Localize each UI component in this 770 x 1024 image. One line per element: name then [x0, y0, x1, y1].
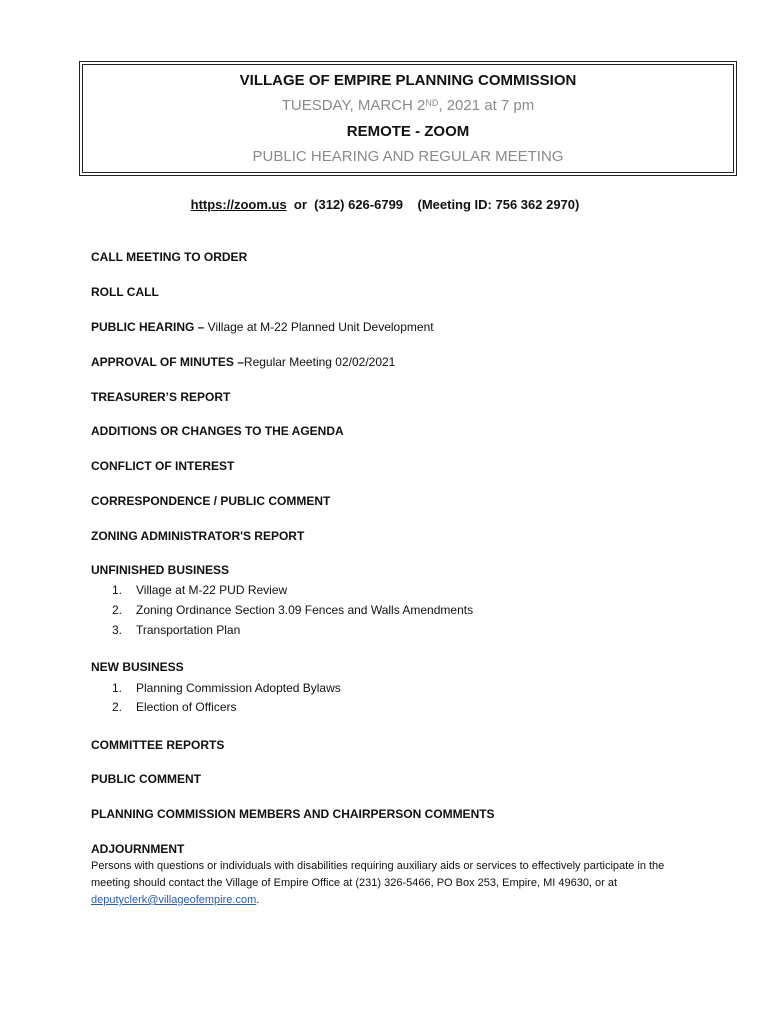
list-item-number: 1. [112, 681, 123, 695]
meeting-date-suffix: , 2021 at 7 pm [438, 97, 535, 114]
agenda-public-hearing [91, 319, 434, 335]
agenda-roll-call-label: ROLL CALL [91, 285, 159, 299]
agenda-treasurer-report [91, 389, 230, 405]
commission-title: VILLAGE OF EMPIRE PLANNING COMMISSION [239, 72, 577, 89]
notice-end: . [256, 894, 260, 906]
agenda-public-comment [91, 771, 201, 787]
agenda-new-business-label: NEW BUSINESS [91, 660, 184, 674]
agenda-committee-reports [91, 737, 224, 753]
agenda-additions [91, 423, 344, 439]
agenda-adjournment [91, 841, 184, 857]
agenda-call-to-order-label: CALL MEETING TO ORDER [91, 250, 248, 264]
list-item [112, 699, 237, 715]
agenda-unfinished-label: UNFINISHED BUSINESS [91, 563, 230, 577]
list-item-text: Village at M-22 PUD Review [136, 583, 288, 597]
meeting-location: REMOTE - ZOOM [346, 123, 470, 140]
agenda-new-business [91, 659, 184, 675]
agenda-conflict-label: CONFLICT OF INTEREST [91, 459, 235, 473]
list-item-number: 1. [112, 583, 123, 597]
accessibility-notice [91, 858, 691, 909]
list-item-number: 2. [112, 700, 123, 714]
agenda-public-hearing-label: PUBLIC HEARING – [91, 320, 205, 334]
agenda-conflict-of-interest [91, 458, 234, 474]
meeting-id: (Meeting ID: 756 362 2970) [403, 197, 580, 212]
meeting-date-prefix: TUESDAY, MARCH 2 [281, 97, 426, 114]
meeting-phone: (312) 626-6799 [314, 197, 404, 212]
list-item-number: 2. [112, 603, 123, 617]
notice-text: Persons with questions or individuals with disabilities requiring auxiliary aids or services to effectively participate in the meeting should contact the Village of Empire Office at (231) 326-5466, PO Box 253, Empire, MI 49630, or at [91, 860, 665, 889]
list-item-text: Election of Officers [136, 700, 237, 714]
agenda-approval-label: APPROVAL OF MINUTES – [91, 355, 244, 369]
agenda-committee-label: COMMITTEE REPORTS [91, 738, 225, 752]
zoom-link[interactable]: https://zoom.us [190, 197, 287, 212]
agenda-additions-label: ADDITIONS OR CHANGES TO THE AGENDA [91, 424, 344, 438]
list-item [112, 622, 240, 638]
list-item-text: Transportation Plan [136, 623, 241, 637]
list-item-number: 3. [112, 623, 123, 637]
agenda-adjournment-label: ADJOURNMENT [91, 842, 185, 856]
meeting-type: PUBLIC HEARING AND REGULAR MEETING [252, 148, 564, 165]
meeting-info [0, 196, 770, 214]
agenda-call-to-order [91, 249, 247, 265]
header-box [79, 61, 737, 176]
email-link[interactable]: deputyclerk@villageofempire.com [91, 894, 257, 906]
agenda-zoning-label: ZONING ADMINISTRATOR'S REPORT [91, 529, 305, 543]
agenda-roll-call [91, 284, 159, 300]
agenda-approval-of-minutes [91, 354, 395, 370]
list-item-text: Zoning Ordinance Section 3.09 Fences and Walls Amendments [136, 603, 474, 617]
list-item [112, 602, 473, 618]
agenda-public-comment-label: PUBLIC COMMENT [91, 772, 201, 786]
agenda-members-comments [91, 806, 495, 822]
agenda-treasurer-label: TREASURER’S REPORT [91, 390, 231, 404]
meeting-date-superscript: ND [425, 98, 439, 108]
list-item [112, 680, 341, 696]
agenda-correspondence-label: CORRESPONDENCE / PUBLIC COMMENT [91, 494, 331, 508]
agenda-zoning-report [91, 528, 304, 544]
agenda-members-comments-label: PLANNING COMMISSION MEMBERS AND CHAIRPERSON COMMENTS [91, 807, 495, 821]
list-item [112, 582, 287, 598]
agenda-approval-text: Regular Meeting 02/02/2021 [243, 355, 396, 369]
meeting-date [83, 96, 733, 116]
agenda-unfinished-business [91, 562, 229, 578]
list-item-text: Planning Commission Adopted Bylaws [136, 681, 341, 695]
agenda-public-hearing-text: Village at M-22 Planned Unit Development [204, 320, 434, 334]
agenda-correspondence [91, 493, 330, 509]
meeting-info-connector: or [286, 197, 315, 212]
